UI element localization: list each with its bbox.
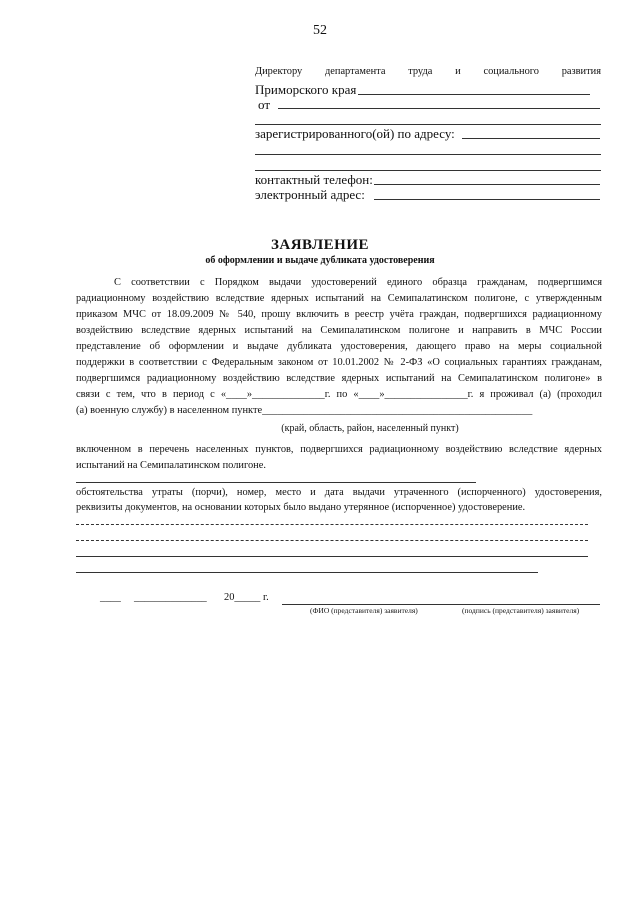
from-field-line-2[interactable] [255, 124, 601, 125]
from-field-line[interactable] [278, 108, 600, 109]
body-line-11: испытаний на Семипалатинском полигоне. [76, 460, 266, 471]
details-field-line-2[interactable] [76, 540, 588, 541]
body-line-9: (а) военную службу) в населенном пункте____________________________________________________ [76, 405, 533, 416]
document-subtitle: об оформлении и выдаче дубликата удостоверения [205, 255, 435, 266]
header-email: электронный адрес: [255, 187, 365, 202]
date-month[interactable]: ______________ [134, 592, 207, 603]
year-blank[interactable]: _____ [234, 592, 261, 603]
date-year-prefix [224, 592, 269, 603]
details-field-line-1[interactable] [76, 524, 588, 525]
body-line-6: поддержки в соответствии с Федеральным законом от 10.01.2002 № 2-ФЗ «О социальных гарантиях гражданам, [76, 357, 602, 368]
year-prefix-text: 20 [224, 592, 235, 603]
body-line-1: С соответствии с Порядком выдачи удостоверений единого образца гражданам, подвергшимся [114, 277, 602, 288]
body-line-4: воздействию вследствие ядерных испытаний на Семипалатинском полигоне и направить в МЧС России [76, 325, 602, 336]
body-line-8: связи с тем, что в период с «____»______________г. по «____»________________г. я проживал (а) (проходил [76, 389, 602, 400]
header-addressee: Директору департамента труда и социального развития [255, 66, 601, 77]
email-field-line[interactable] [374, 199, 600, 200]
body-line-5: представление об оформлении и выдаче дубликата удостоверения, дающего право на меры социальной [76, 341, 602, 352]
details-field-line-4[interactable] [76, 572, 538, 573]
body-line-10: включенном в перечень населенных пунктов, подвергшихся радиационному воздействию вследствие ядерных [76, 444, 602, 455]
header-region: Приморского края [255, 82, 357, 97]
page-number: 52 [313, 23, 327, 38]
signature-line[interactable] [282, 604, 600, 605]
fio-caption: (ФИО (представителя) заявителя) [310, 606, 418, 615]
header-registered: зарегистрированного(ой) по адресу: [255, 126, 455, 141]
sign-caption: (подпись (представителя) заявителя) [462, 606, 580, 615]
body-line-2: радиационному воздействию вследствие ядерных испытаний на Семипалатинском полигоне, с утвержденным [76, 293, 602, 304]
year-suffix: г. [262, 592, 269, 603]
body-line-12: обстоятельства утраты (порчи), номер, место и дата выдачи утраченного (испорченного) удостоверения, [76, 487, 602, 498]
header-from: от [258, 97, 271, 112]
circumstances-line-top[interactable] [76, 482, 476, 483]
address-field-line[interactable] [462, 138, 600, 139]
details-field-line-3[interactable] [76, 556, 588, 557]
body-line-13: реквизиты документов, на основании которых было выдано утерянное (испорченное) удостоверение. [76, 502, 526, 513]
address-field-line-2[interactable] [255, 154, 601, 155]
body-line-7: подвергшимся радиационному воздействию вследствие ядерных испытаний на Семипалатинском полигоне» в [76, 373, 602, 384]
body-line-3: приказом МЧС от 18.09.2009 № 540, прошу включить в реестр учёта граждан, подвергшихся радиационному [76, 309, 602, 320]
date-day[interactable]: ____ [100, 592, 121, 603]
header-phone: контактный телефон: [255, 172, 373, 187]
address-field-line-3[interactable] [255, 170, 601, 171]
region-line [358, 94, 590, 95]
document-title: ЗАЯВЛЕНИЕ [270, 237, 370, 253]
phone-field-line[interactable] [374, 184, 600, 185]
place-caption: (край, область, район, населенный пункт) [281, 423, 459, 434]
